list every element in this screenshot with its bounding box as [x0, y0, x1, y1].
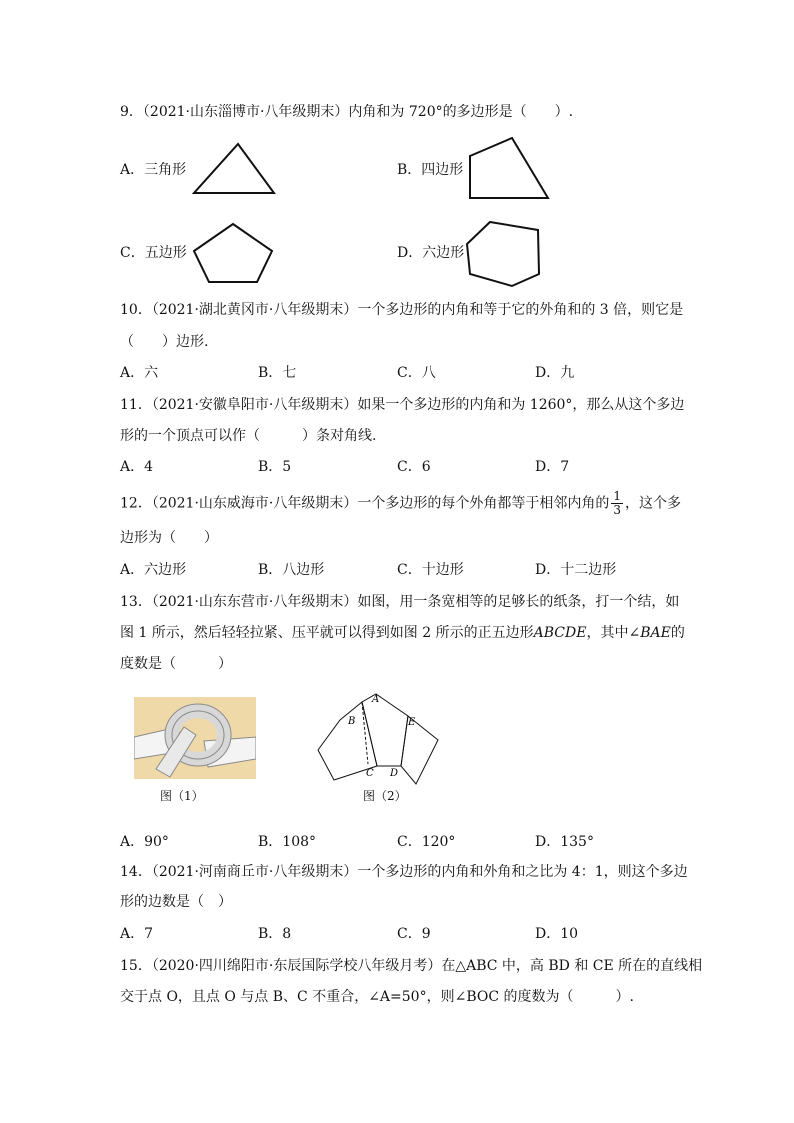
- q11-line2: 形的一个顶点可以作（ ）条对角线.: [120, 428, 377, 444]
- q10-option-a: A．六: [120, 365, 159, 381]
- triangle-figure: [190, 140, 280, 198]
- q10-option-c: C．八: [397, 365, 436, 381]
- q12-option-d: D．十二边形: [535, 562, 617, 578]
- q12-line1-text: 12．（2021·山东威海市·八年级期末）一个多边形的每个外角都等于相邻内角的: [120, 495, 610, 512]
- q9-option-a: A．三角形: [120, 162, 187, 178]
- angle-name: BAE: [640, 625, 671, 641]
- q11-option-a: A．4: [120, 459, 154, 475]
- q13-option-d: D．135°: [535, 834, 594, 850]
- q14-option-d: D．10: [535, 926, 579, 942]
- q10-line1: 10．（2021·湖北黄冈市·八年级期末）一个多边形的内角和等于它的外角和的 3 倍，则它是: [120, 302, 684, 318]
- q12-option-c: C．十边形: [397, 562, 464, 578]
- pentagon-name: ABCDE: [533, 625, 587, 641]
- q9-option-c: C．五边形: [120, 245, 187, 261]
- q13-line2-text: 图 1 所示，然后轻轻拉紧、压平就可以得到如图 2 所示的正五边形: [120, 625, 534, 641]
- q13-line2-mid: ，其中∠: [586, 625, 641, 641]
- q13-option-a: A．90°: [120, 834, 169, 850]
- q11-option-c: C．6: [397, 459, 431, 475]
- q12-line1: [120, 490, 681, 517]
- q11-option-d: D．7: [535, 459, 570, 475]
- q9-option-d: D．六边形: [397, 245, 465, 261]
- q14-option-c: C．9: [397, 926, 431, 942]
- paper-knot-photo: [134, 697, 256, 779]
- quadrilateral-figure: [464, 134, 554, 204]
- pentagon-knot-diagram: [314, 690, 454, 786]
- q15-line2: 交于点 O，且点 O 与点 B、C 不重合，∠A=50°，则∠BOC 的度数为（ ）.: [120, 989, 634, 1005]
- q13-line2-tail: 的: [670, 625, 685, 641]
- q14-option-a: A．7: [120, 926, 154, 942]
- q9-option-b: B．四边形: [397, 162, 464, 178]
- q13-option-b: B．108°: [258, 834, 317, 850]
- q14-option-b: B．8: [258, 926, 292, 942]
- q14-line2: 形的边数是（ ）: [120, 894, 232, 910]
- q12-option-a: A．六边形: [120, 562, 187, 578]
- vertex-label-a: A: [372, 694, 380, 705]
- figure2-caption: 图（2）: [363, 789, 407, 803]
- vertex-label-d: D: [390, 768, 399, 779]
- vertex-label-b: B: [348, 716, 356, 727]
- q9-stem: 9．（2021·山东淄博市·八年级期末）内角和为 720°的多边形是（ ）.: [120, 104, 574, 120]
- fraction-denominator: 3: [613, 503, 621, 517]
- q15-line1: 15．（2020·四川绵阳市·东辰国际学校八年级月考）在△ABC 中，高 BD 和 CE 所在的直线相: [120, 958, 703, 974]
- q12-line2: 边形为（ ）: [120, 530, 218, 546]
- q12-line1-tail: ，这个多: [624, 495, 681, 512]
- q11-option-b: B．5: [258, 459, 292, 475]
- q10-option-d: D．九: [535, 365, 575, 381]
- q13-line2: [120, 623, 685, 643]
- q12-option-b: B．八边形: [258, 562, 325, 578]
- q13-option-c: C．120°: [397, 834, 456, 850]
- figure1-caption: 图（1）: [160, 789, 204, 803]
- hexagon-figure: [464, 218, 546, 290]
- q14-line1: 14．（2021·河南商丘市·八年级期末）一个多边形的内角和外角和之比为 4：1，则这个多边: [120, 864, 688, 880]
- q10-line2: （ ）边形.: [120, 334, 209, 350]
- q11-line1: 11．（2021·安徽阜阳市·八年级期末）如果一个多边形的内角和为 1260°，那么从这个多边: [120, 397, 685, 413]
- pentagon-figure: [190, 220, 276, 286]
- vertex-label-e: E: [408, 717, 416, 728]
- vertex-label-c: C: [366, 768, 374, 779]
- q10-option-b: B．七: [258, 365, 297, 381]
- q13-line1: 13．（2021·山东东营市·八年级期末）如图，用一条宽相等的足够长的纸条，打一个结，如: [120, 594, 680, 610]
- fraction-numerator: 1: [613, 489, 621, 503]
- fraction-one-third: [611, 490, 623, 517]
- q13-line3: 度数是（ ）: [120, 656, 232, 672]
